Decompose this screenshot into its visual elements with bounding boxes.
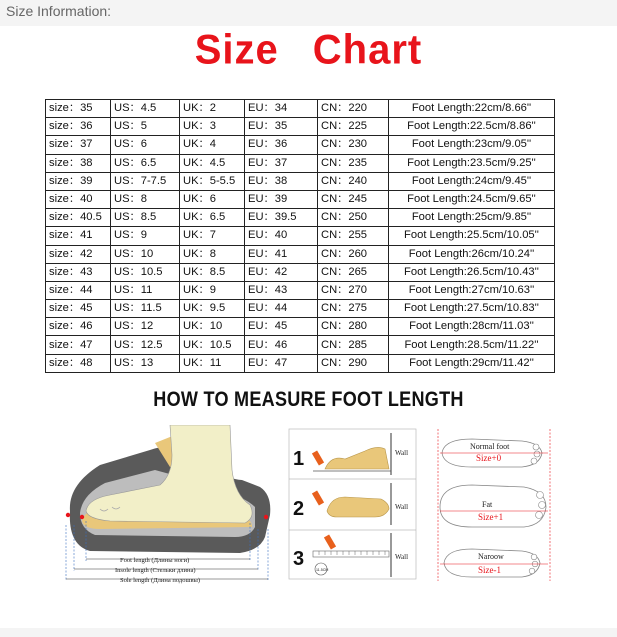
table-row — [46, 118, 555, 136]
cell-size: size：42 — [46, 245, 111, 263]
cell-eu: EU：37 — [245, 154, 318, 172]
chart-title — [0, 28, 617, 78]
cell-size: size：35 — [46, 100, 111, 118]
sole-length-label: Sole length (Длина подошвы) — [120, 577, 201, 584]
cell-size: size：43 — [46, 263, 111, 281]
cell-us: US：11.5 — [111, 300, 180, 318]
cell-size: size：40.5 — [46, 209, 111, 227]
cell-size: size：37 — [46, 136, 111, 154]
cell-uk: UK：9.5 — [180, 300, 245, 318]
cell-cn: CN：260 — [318, 245, 389, 263]
cell-uk: UK：6.5 — [180, 209, 245, 227]
cell-cn: CN：235 — [318, 154, 389, 172]
step-2-number: 2 — [293, 498, 305, 520]
cell-cn: CN：250 — [318, 209, 389, 227]
cell-foot-length: Foot Length:26cm/10.24'' — [389, 245, 555, 263]
cell-foot-length: Foot Length:28.5cm/11.22'' — [389, 336, 555, 354]
cell-size: size：41 — [46, 227, 111, 245]
cell-foot-length: Foot Length:24cm/9.45'' — [389, 172, 555, 190]
cell-uk: UK：6 — [180, 190, 245, 208]
table-row — [46, 154, 555, 172]
cell-cn: CN：265 — [318, 263, 389, 281]
cell-uk: UK：9 — [180, 281, 245, 299]
cell-us: US：11 — [111, 281, 180, 299]
table-row — [46, 136, 555, 154]
table-row — [46, 100, 555, 118]
step-2-wall: Wall — [395, 503, 409, 511]
cell-cn: CN：230 — [318, 136, 389, 154]
cell-foot-length: Foot Length:25cm/9.85'' — [389, 209, 555, 227]
cell-cn: CN：285 — [318, 336, 389, 354]
cell-uk: UK：8 — [180, 245, 245, 263]
chart-title-chart: Chart — [312, 26, 423, 74]
cell-foot-length: Foot Length:22.5cm/8.86'' — [389, 118, 555, 136]
table-row — [46, 336, 555, 354]
cell-size: size：46 — [46, 318, 111, 336]
cell-eu: EU：38 — [245, 172, 318, 190]
cell-us: US：8.5 — [111, 209, 180, 227]
cell-eu: EU：43 — [245, 281, 318, 299]
cell-size: size：47 — [46, 336, 111, 354]
cell-eu: EU：44 — [245, 300, 318, 318]
cell-foot-length: Foot Length:23cm/9.05'' — [389, 136, 555, 154]
cell-uk: UK：11 — [180, 354, 245, 372]
cell-cn: CN：280 — [318, 318, 389, 336]
foot-length-label: Foot length (Длины ноги) — [120, 557, 190, 564]
step-1-number: 1 — [293, 448, 305, 470]
section-label: Size Information: — [6, 3, 112, 19]
cell-uk: UK：10 — [180, 318, 245, 336]
cell-size: size：45 — [46, 300, 111, 318]
cell-size: size：44 — [46, 281, 111, 299]
table-row — [46, 209, 555, 227]
cell-uk: UK：4.5 — [180, 154, 245, 172]
insole-length-label: Insole length (Стельки длина) — [115, 567, 196, 574]
cell-size: size：38 — [46, 154, 111, 172]
cell-foot-length: Foot Length:29cm/11.42'' — [389, 354, 555, 372]
cell-us: US：6 — [111, 136, 180, 154]
cell-foot-length: Foot Length:28cm/11.03'' — [389, 318, 555, 336]
cell-eu: EU：41 — [245, 245, 318, 263]
cell-uk: UK：3 — [180, 118, 245, 136]
table-row — [46, 172, 555, 190]
table-row — [46, 227, 555, 245]
cell-eu: EU：39.5 — [245, 209, 318, 227]
foot-fat-name: Fat — [482, 500, 493, 509]
cell-uk: UK：5-5.5 — [180, 172, 245, 190]
cell-size: size：40 — [46, 190, 111, 208]
cell-foot-length: Foot Length:27cm/10.63'' — [389, 281, 555, 299]
table-row — [46, 263, 555, 281]
step-3-wall: Wall — [395, 553, 409, 561]
chart-title-size: Size — [194, 26, 279, 74]
size-table — [45, 99, 555, 373]
table-row — [46, 318, 555, 336]
step-3-tag: 11.5CM — [316, 568, 329, 572]
foot-narrow-name: Naroow — [478, 552, 504, 561]
cell-foot-length: Foot Length:27.5cm/10.83'' — [389, 300, 555, 318]
cell-us: US：4.5 — [111, 100, 180, 118]
cell-size: size：36 — [46, 118, 111, 136]
cell-foot-length: Foot Length:26.5cm/10.43'' — [389, 263, 555, 281]
cell-us: US：8 — [111, 190, 180, 208]
cell-eu: EU：35 — [245, 118, 318, 136]
ruler-icon — [313, 551, 389, 557]
cell-eu: EU：36 — [245, 136, 318, 154]
cell-uk: UK：7 — [180, 227, 245, 245]
cell-us: US：13 — [111, 354, 180, 372]
table-row — [46, 300, 555, 318]
cell-cn: CN：255 — [318, 227, 389, 245]
cell-cn: CN：275 — [318, 300, 389, 318]
cell-us: US：10.5 — [111, 263, 180, 281]
cell-cn: CN：245 — [318, 190, 389, 208]
cell-foot-length: Foot Length:25.5cm/10.05'' — [389, 227, 555, 245]
cell-uk: UK：10.5 — [180, 336, 245, 354]
cell-eu: EU：42 — [245, 263, 318, 281]
cell-size: size：48 — [46, 354, 111, 372]
cell-cn: CN：270 — [318, 281, 389, 299]
foot-normal — [440, 439, 548, 467]
shoe-diagram — [60, 425, 275, 590]
foot-fat-adj: Size+1 — [478, 512, 504, 522]
cell-us: US：9 — [111, 227, 180, 245]
cell-uk: UK：4 — [180, 136, 245, 154]
table-row — [46, 281, 555, 299]
table-row — [46, 190, 555, 208]
cell-eu: EU：45 — [245, 318, 318, 336]
step-3-number: 3 — [293, 548, 305, 570]
foot-normal-name: Normal foot — [470, 442, 510, 451]
step-1-wall: Wall — [395, 449, 409, 457]
cell-cn: CN：225 — [318, 118, 389, 136]
cell-us: US：6.5 — [111, 154, 180, 172]
cell-us: US：7-7.5 — [111, 172, 180, 190]
cell-foot-length: Foot Length:23.5cm/9.25'' — [389, 154, 555, 172]
foot-normal-adj: Size+0 — [476, 453, 502, 463]
cell-size: size：39 — [46, 172, 111, 190]
cell-cn: CN：290 — [318, 354, 389, 372]
measure-steps — [285, 425, 420, 585]
cell-us: US：10 — [111, 245, 180, 263]
cell-us: US：12 — [111, 318, 180, 336]
cell-eu: EU：47 — [245, 354, 318, 372]
cell-eu: EU：34 — [245, 100, 318, 118]
table-row — [46, 354, 555, 372]
cell-us: US：5 — [111, 118, 180, 136]
cell-us: US：12.5 — [111, 336, 180, 354]
cell-cn: CN：240 — [318, 172, 389, 190]
foot-narrow — [440, 549, 548, 577]
cell-eu: EU：46 — [245, 336, 318, 354]
cell-uk: UK：2 — [180, 100, 245, 118]
foot-types — [432, 425, 557, 585]
cell-foot-length: Foot Length:24.5cm/9.65'' — [389, 190, 555, 208]
cell-eu: EU：40 — [245, 227, 318, 245]
table-row — [46, 245, 555, 263]
measure-heading: HOW TO MEASURE FOOT LENGTH — [153, 388, 464, 411]
cell-foot-length: Foot Length:22cm/8.66'' — [389, 100, 555, 118]
foot-narrow-adj: Size-1 — [478, 565, 501, 575]
cell-cn: CN：220 — [318, 100, 389, 118]
cell-eu: EU：39 — [245, 190, 318, 208]
foot-fat — [440, 485, 548, 527]
cell-uk: UK：8.5 — [180, 263, 245, 281]
